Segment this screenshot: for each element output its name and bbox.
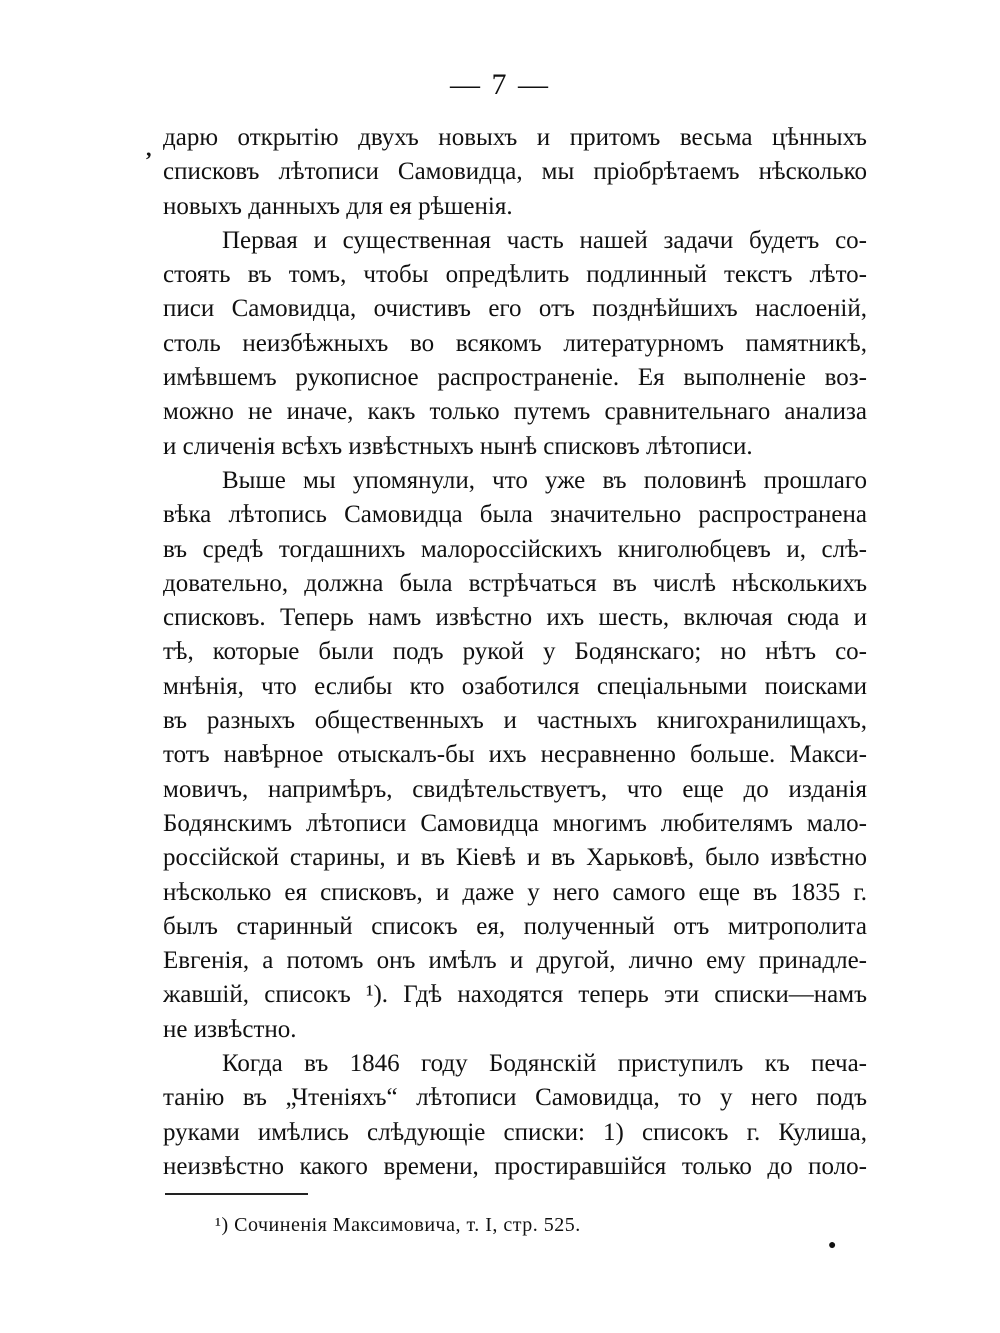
text-line: довательно, должна была встрѣчаться въ числѣ нѣсколькихъ: [163, 569, 867, 597]
text-line: жавшій, списокъ ¹). Гдѣ находятся теперь эти списки—намъ: [163, 981, 867, 1009]
text-line: столь неизбѣжныхъ во всякомъ литературномъ памятникѣ,: [163, 329, 867, 357]
text-line: Бодянскимъ лѣтописи Самовидца многимъ любителямъ мало-: [163, 809, 867, 837]
text-line: нѣсколько ея списковъ, и даже у него самого еще въ 1835 г.: [163, 878, 867, 906]
paragraph: [163, 224, 867, 464]
text-line: въ средѣ тогдашнихъ малороссійскихъ книголюбцевъ и, слѣ-: [163, 535, 867, 563]
text-line: Выше мы упомянули, что уже въ половинѣ прошлаго: [222, 466, 867, 494]
text-line: и сличенія всѣхъ извѣстныхъ нынѣ списковъ лѣтописи.: [163, 432, 753, 460]
footnote-rule: [165, 1193, 308, 1195]
text-line: въ разныхъ общественныхъ и частныхъ книгохранилищахъ,: [163, 707, 867, 735]
paragraph: [163, 1047, 867, 1184]
text-line: списковъ. Теперь намъ извѣстно ихъ шесть, включая сюда и: [163, 604, 867, 632]
text-line: танію въ „Чтеніяхъ“ лѣтописи Самовидца, то у него подъ: [163, 1084, 867, 1112]
paragraph: [163, 121, 867, 224]
text-line: руками имѣлись слѣдующіе списки: 1) списокъ г. Кулиша,: [163, 1118, 867, 1146]
text-line: мнѣнія, что еслибы кто озаботился спеціальными поисками: [163, 672, 867, 700]
paragraph: [163, 464, 867, 1047]
text-line: тѣ, которые были подъ рукой у Бодянскаго; но нѣтъ со-: [163, 638, 867, 666]
text-line: Первая и существенная часть нашей задачи будетъ со-: [222, 226, 867, 254]
text-line: тотъ навѣрное отыскалъ-бы ихъ несравненно больше. Макси-: [163, 741, 867, 769]
text-line: не извѣстно.: [163, 1015, 297, 1043]
text-line: стоять въ томъ, чтобы опредѣлить подлинный текстъ лѣто-: [163, 261, 867, 289]
scan-speck-mark: ●: [828, 1238, 837, 1253]
text-line: можно не иначе, какъ только путемъ сравнительнаго анализа: [163, 398, 867, 426]
page-number: — 7 —: [450, 68, 550, 101]
text-line: писи Самовидца, очистивъ его отъ позднѣйшихъ наслоеній,: [163, 295, 867, 323]
text-line: новыхъ данныхъ для ея рѣшенія.: [163, 192, 513, 220]
text-line: Евгенія, а потомъ онъ имѣлъ и другой, лично ему принадле-: [163, 947, 867, 975]
scan-speck-mark: ,: [146, 136, 152, 161]
main-text: [163, 121, 867, 1184]
text-line: россійской старины, и въ Кіевѣ и въ Харьковѣ, было извѣстно: [163, 844, 867, 872]
footnote: ¹) Сочиненія Максимовича, т. I, стр. 525.: [215, 1214, 581, 1236]
text-line: вѣка лѣтопись Самовидца была значительно распространена: [163, 501, 867, 529]
text-line: мовичъ, напримѣръ, свидѣтельствуетъ, что еще до изданія: [163, 775, 867, 803]
text-line: былъ старинный списокъ ея, полученный отъ митрополита: [163, 912, 867, 940]
text-line: Когда въ 1846 году Бодянскій приступилъ къ печа-: [222, 1050, 867, 1078]
text-line: списковъ лѣтописи Самовидца, мы пріобрѣтаемъ нѣсколько: [163, 158, 867, 186]
text-line: неизвѣстно какого времени, простиравшійся только до поло-: [163, 1152, 867, 1180]
text-line: имѣвшемъ рукописное распространеніе. Ея выполненіе воз-: [163, 364, 867, 392]
text-line: дарю открытію двухъ новыхъ и притомъ весьма цѣнныхъ: [163, 124, 867, 151]
